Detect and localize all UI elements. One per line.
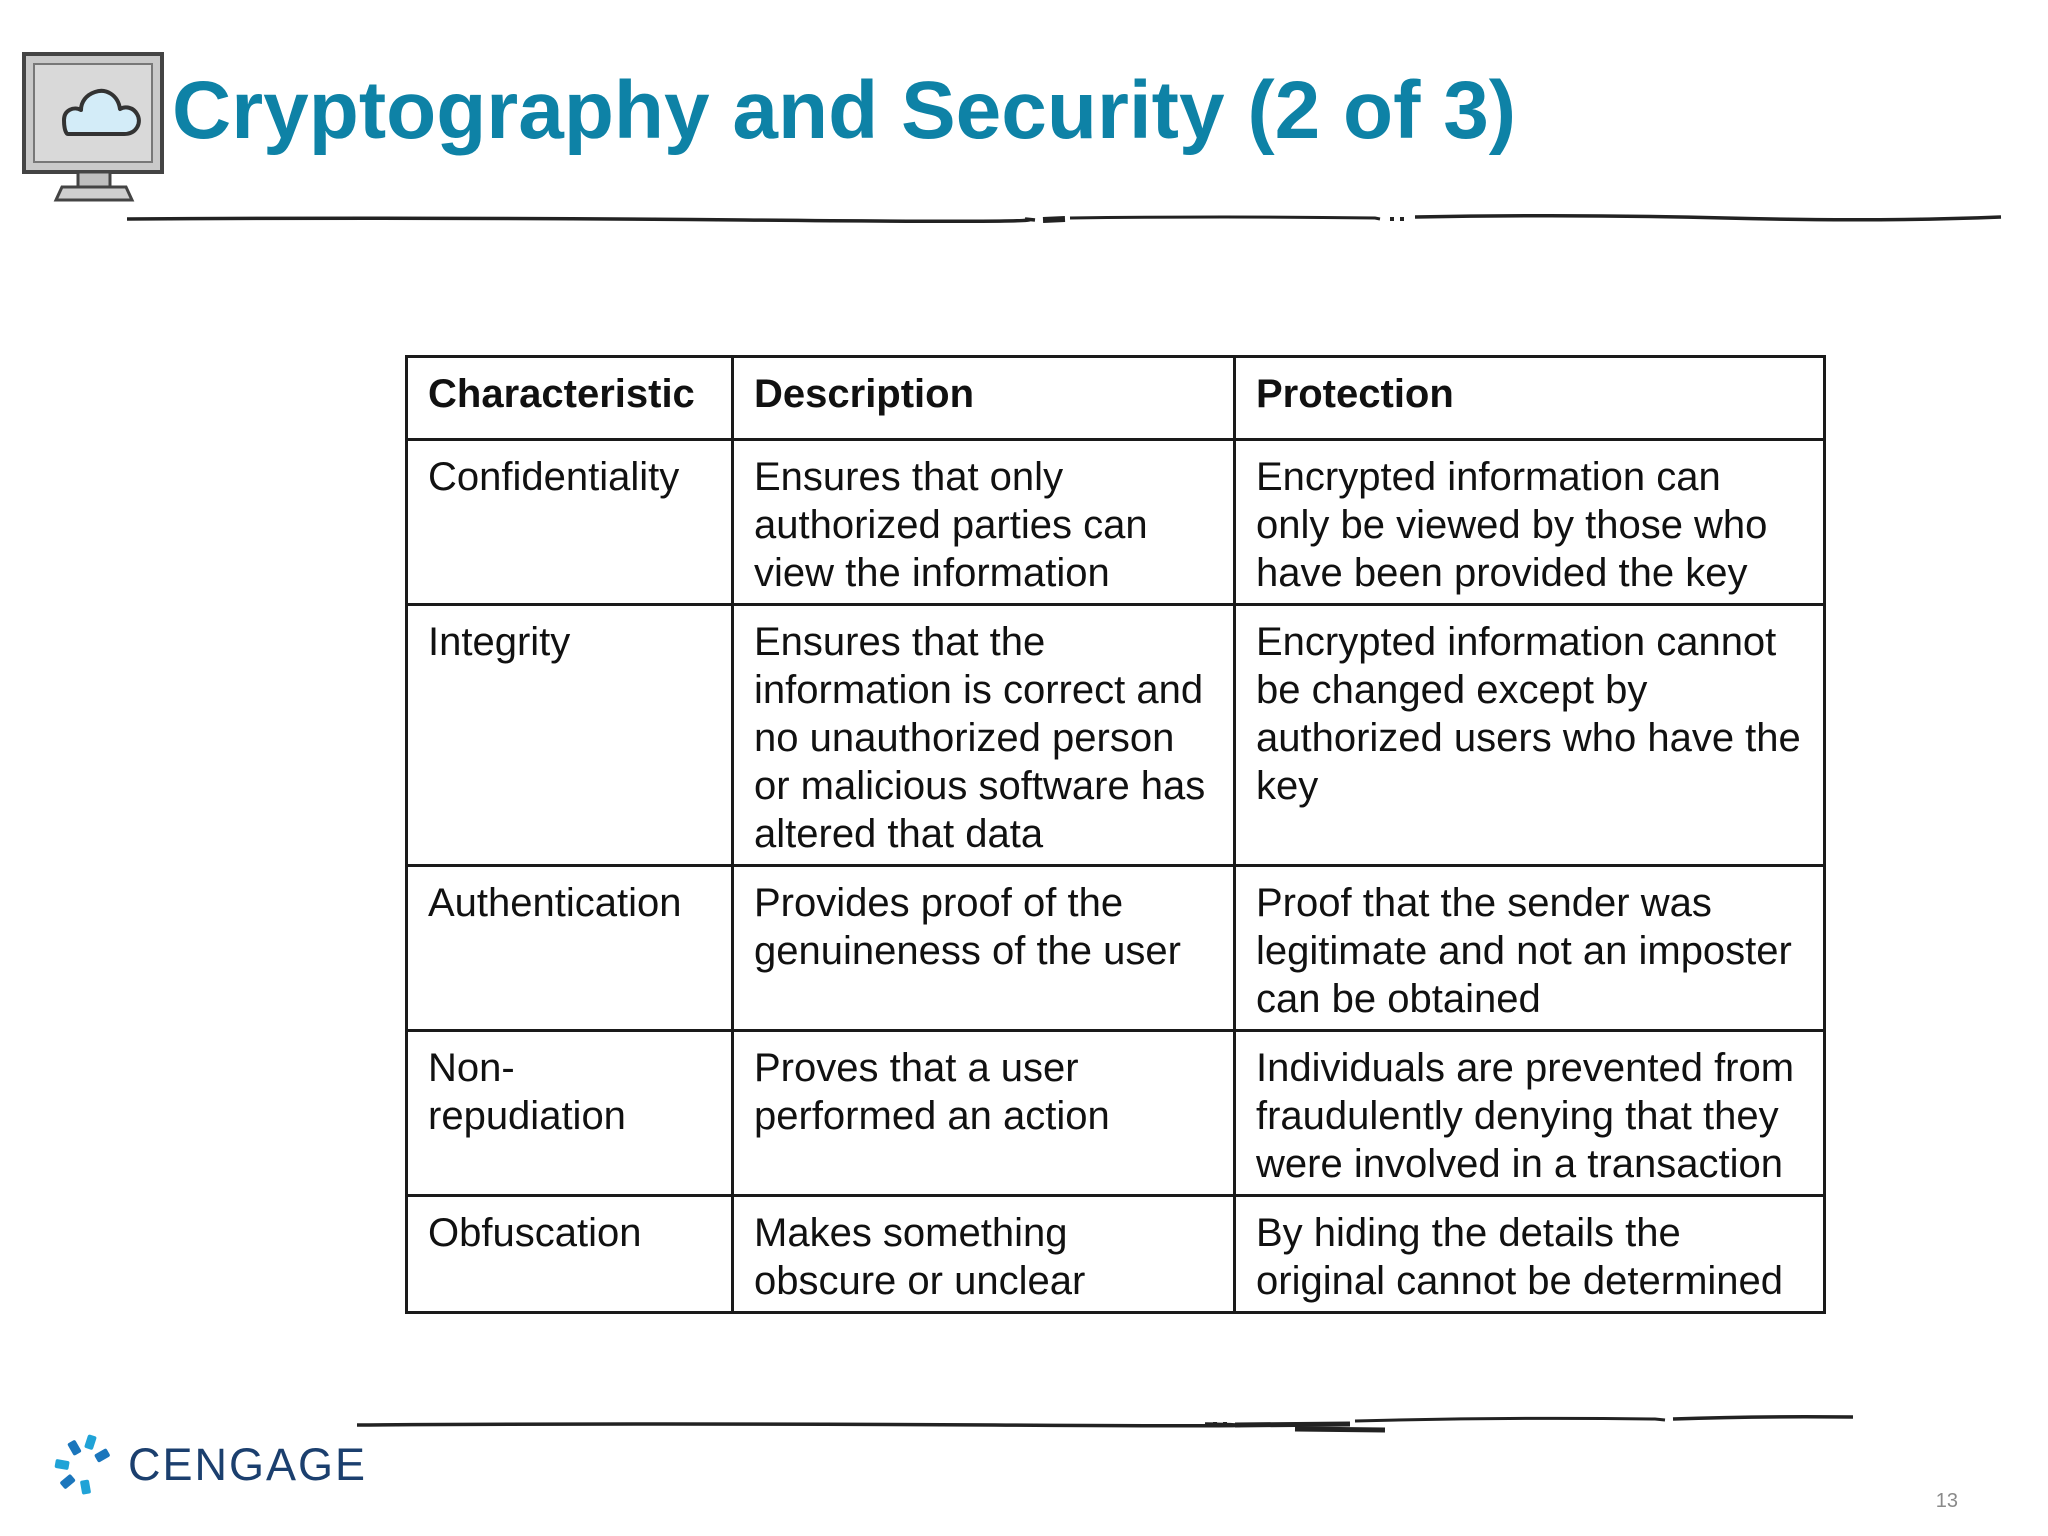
table-row — [407, 1196, 1825, 1313]
slide-title: Cryptography and Security (2 of 3) — [172, 65, 1517, 156]
table-row — [407, 1031, 1825, 1196]
description-cell: Ensures that the information is correct and no unauthorized person or malicious software has altered that data — [733, 605, 1235, 866]
column-header: Protection — [1235, 357, 1825, 440]
characteristics-table — [405, 355, 1826, 1314]
protection-cell: By hiding the details the original cannot be determined — [1235, 1196, 1825, 1313]
table-row — [407, 866, 1825, 1031]
title-divider — [125, 205, 2005, 235]
table-row — [407, 440, 1825, 605]
characteristic-cell: Authentication — [407, 866, 733, 1031]
table-row — [407, 605, 1825, 866]
description-cell: Ensures that only authorized parties can view the information — [733, 440, 1235, 605]
characteristic-cell: Confidentiality — [407, 440, 733, 605]
cloud-monitor-icon — [20, 50, 170, 210]
table-header-row — [407, 357, 1825, 440]
column-header: Characteristic — [407, 357, 733, 440]
column-header: Description — [733, 357, 1235, 440]
description-cell: Proves that a user performed an action — [733, 1031, 1235, 1196]
description-cell: Makes something obscure or unclear — [733, 1196, 1235, 1313]
protection-cell: Encrypted information can only be viewed by those who have been provided the key — [1235, 440, 1825, 605]
protection-cell: Proof that the sender was legitimate and not an imposter can be obtained — [1235, 866, 1825, 1031]
characteristic-cell: Obfuscation — [407, 1196, 733, 1313]
cengage-brand — [52, 1430, 367, 1500]
brand-name: CENGAGE — [128, 1439, 368, 1490]
footer-divider — [355, 1410, 1855, 1440]
page-number: 13 — [1935, 1490, 1958, 1512]
cengage-logo-icon — [52, 1432, 118, 1498]
protection-cell: Individuals are prevented from fraudulently denying that they were involved in a transaction — [1235, 1031, 1825, 1196]
characteristic-cell: Integrity — [407, 605, 733, 866]
protection-cell: Encrypted information cannot be changed except by authorized users who have the key — [1235, 605, 1825, 866]
characteristic-cell: Non-repudiation — [407, 1031, 733, 1196]
description-cell: Provides proof of the genuineness of the user — [733, 866, 1235, 1031]
